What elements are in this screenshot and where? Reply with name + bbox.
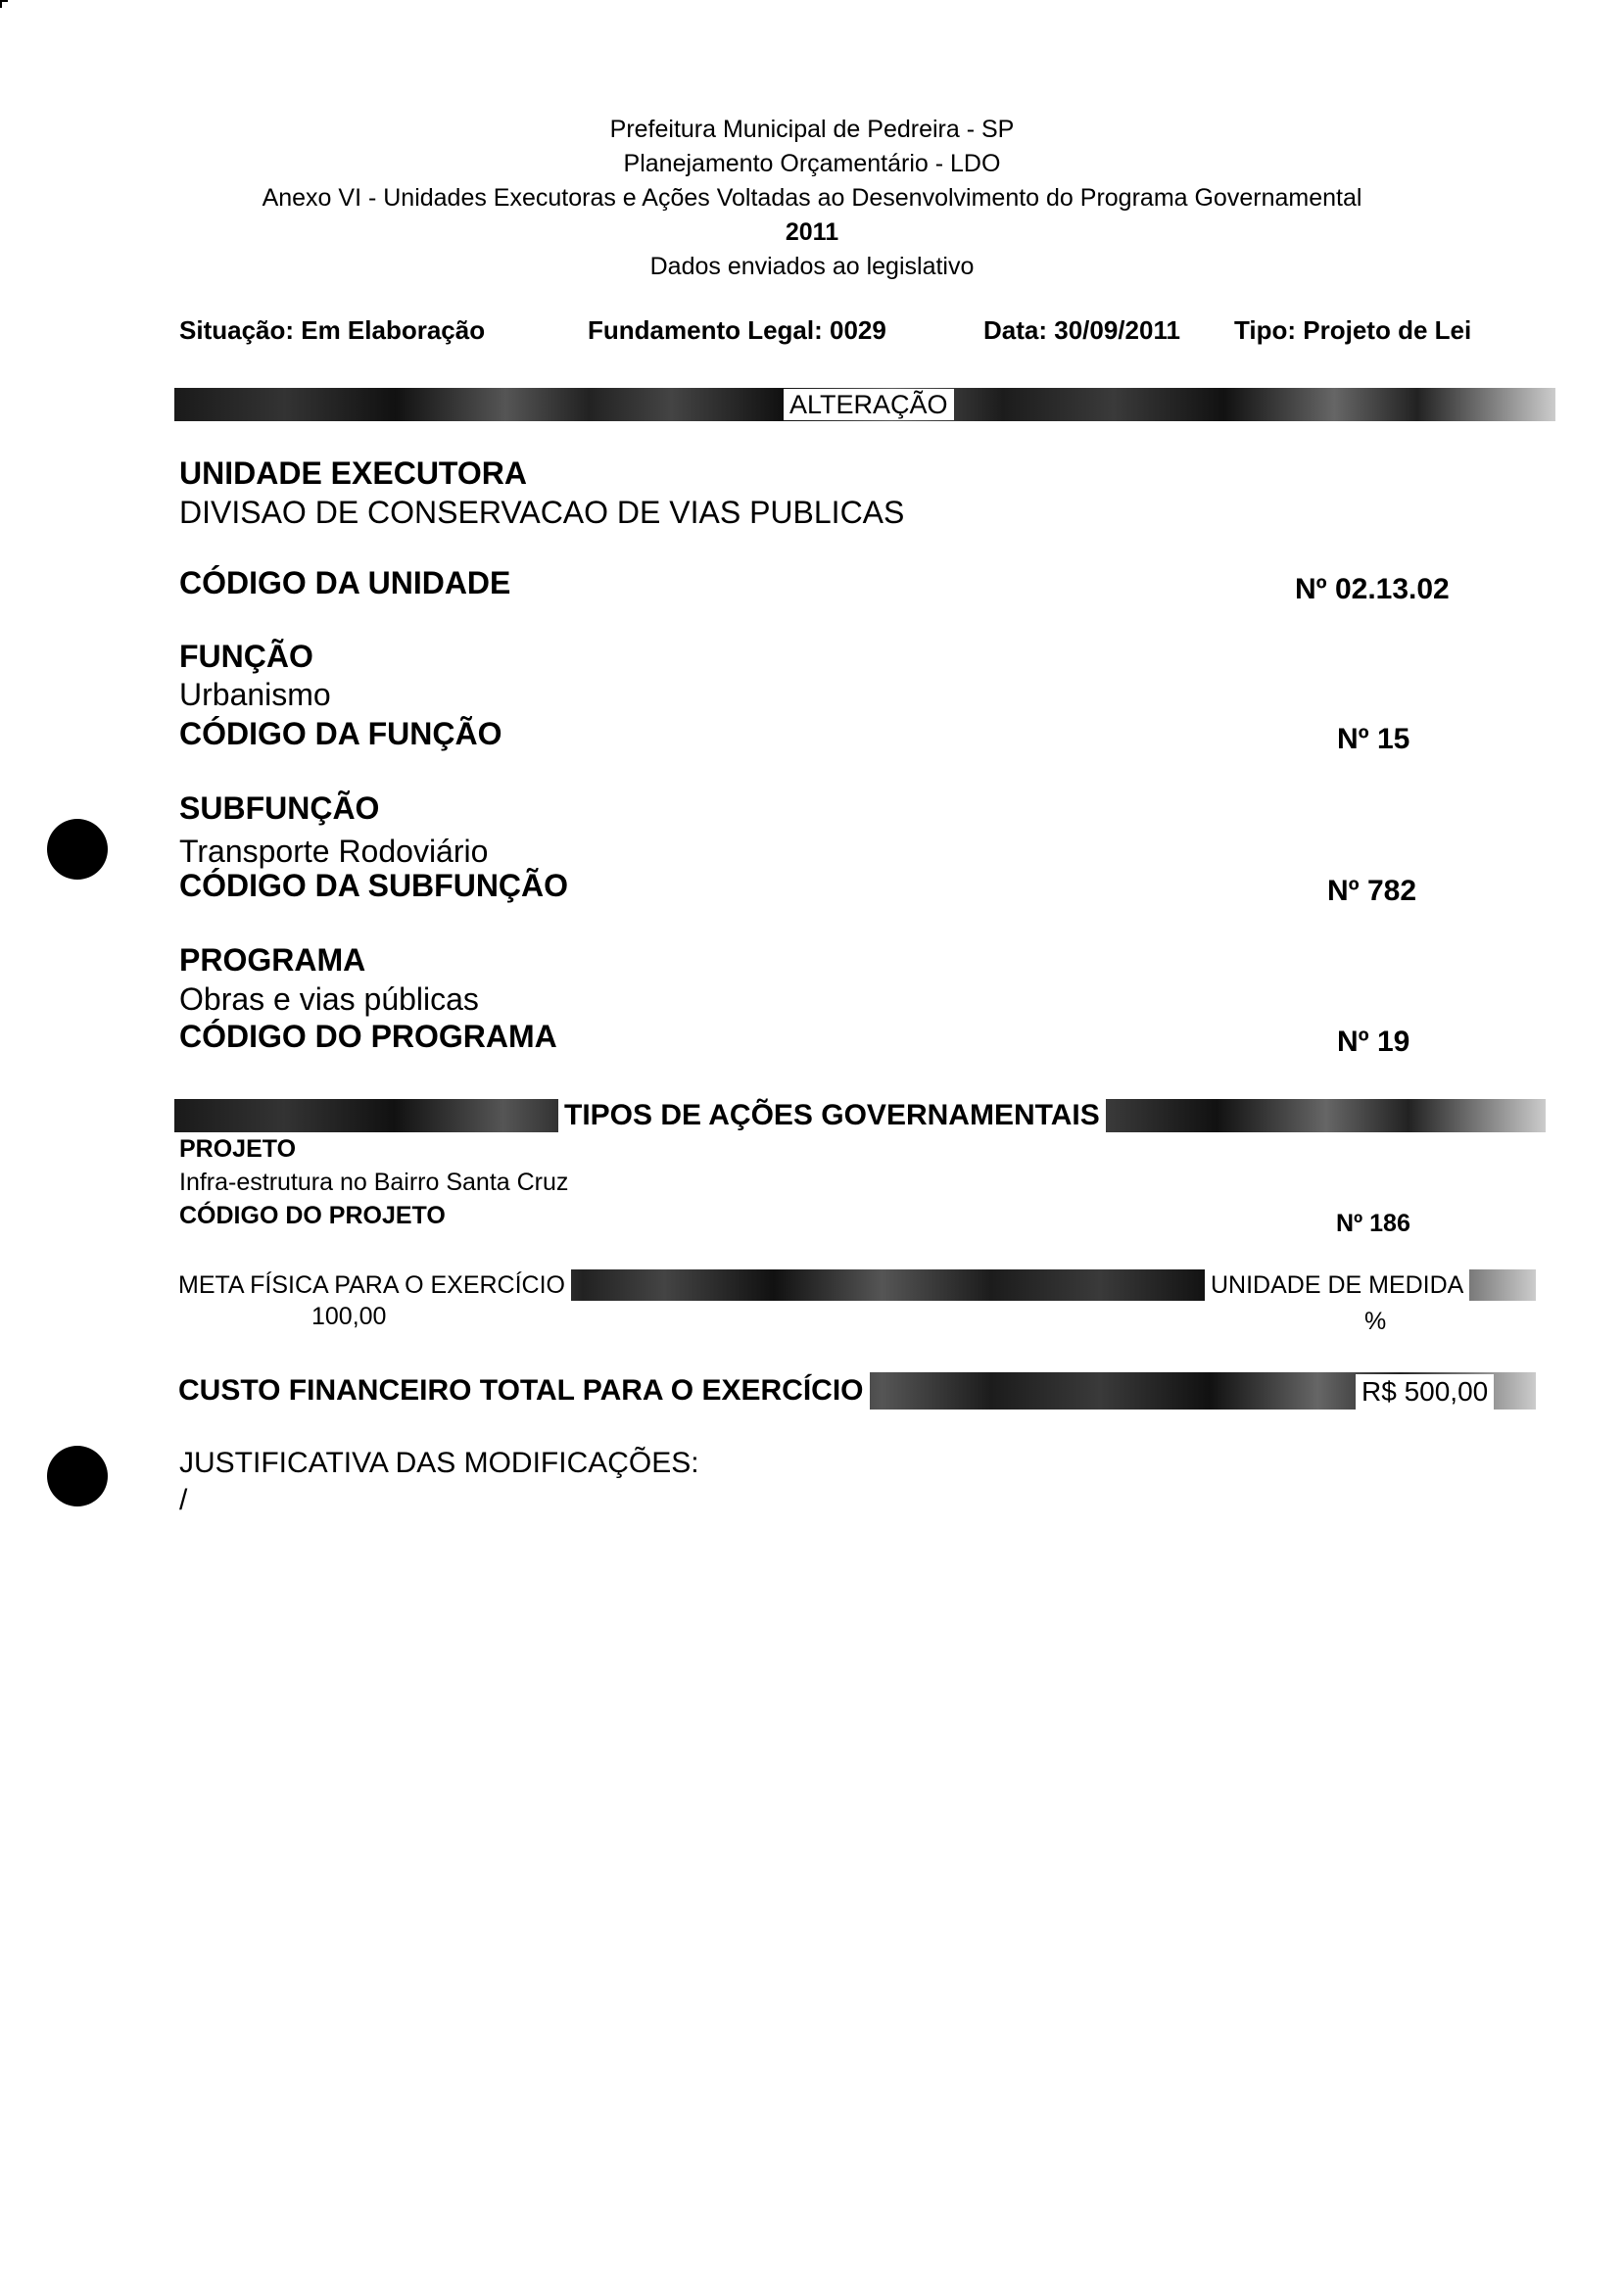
subfuncao-code-label: CÓDIGO DA SUBFUNÇÃO	[179, 868, 569, 903]
unidade-medida-label: UNIDADE DE MEDIDA	[1205, 1269, 1469, 1301]
programa-code-label: CÓDIGO DO PROGRAMA	[179, 1019, 557, 1054]
header-planning: Planejamento Orçamentário - LDO	[623, 150, 1001, 177]
scan-mark-vertical	[0, 0, 2, 8]
justificativa-label: JUSTIFICATIVA DAS MODIFICAÇÕES:	[179, 1447, 699, 1479]
alteracao-label: ALTERAÇÃO	[784, 389, 954, 420]
programa-code: Nº 19	[1337, 1026, 1410, 1058]
header-year: 2011	[785, 218, 839, 246]
punch-hole-bottom	[47, 1446, 108, 1506]
unidade-name: DIVISAO DE CONSERVACAO DE VIAS PUBLICAS	[179, 495, 905, 530]
meta-fisica-label: META FÍSICA PARA O EXERCÍCIO	[172, 1269, 571, 1301]
programa-title: PROGRAMA	[179, 942, 366, 978]
programa-name: Obras e vias públicas	[179, 981, 479, 1017]
custo-label: CUSTO FINANCEIRO TOTAL PARA O EXERCÍCIO	[172, 1372, 870, 1410]
subfuncao-title: SUBFUNÇÃO	[179, 790, 380, 826]
subfuncao-name: Transporte Rodoviário	[179, 834, 489, 869]
justificativa-value: /	[179, 1484, 188, 1516]
meta-tipo: Tipo: Projeto de Lei	[1234, 315, 1472, 345]
unidade-code: Nº 02.13.02	[1295, 573, 1450, 605]
subfuncao-code: Nº 782	[1327, 875, 1417, 907]
unidade-code-label: CÓDIGO DA UNIDADE	[179, 565, 511, 600]
projeto-title: PROJETO	[179, 1135, 297, 1163]
meta-fisica-value: 100,00	[311, 1303, 387, 1330]
meta-situacao: Situação: Em Elaboração	[179, 315, 486, 345]
projeto-code-label: CÓDIGO DO PROJETO	[179, 1202, 446, 1229]
funcao-name: Urbanismo	[179, 677, 331, 712]
header-municipality: Prefeitura Municipal de Pedreira - SP	[609, 116, 1015, 143]
unidade-medida-value: %	[1364, 1308, 1387, 1335]
header-annex: Anexo VI - Unidades Executoras e Ações Voltadas ao Desenvolvimento do Programa Governamental	[262, 184, 1362, 212]
funcao-code: Nº 15	[1337, 723, 1410, 755]
projeto-name: Infra-estrutura no Bairro Santa Cruz	[179, 1169, 569, 1196]
meta-fundamento: Fundamento Legal: 0029	[588, 315, 886, 345]
tipos-label: TIPOS DE AÇÕES GOVERNAMENTAIS	[558, 1098, 1106, 1133]
funcao-code-label: CÓDIGO DA FUNÇÃO	[179, 716, 502, 751]
funcao-title: FUNÇÃO	[179, 639, 313, 674]
unidade-title: UNIDADE EXECUTORA	[179, 455, 527, 491]
custo-value: R$ 500,00	[1356, 1374, 1494, 1410]
projeto-code: Nº 186	[1336, 1210, 1410, 1237]
punch-hole-top	[47, 819, 108, 880]
header-sent: Dados enviados ao legislativo	[649, 253, 975, 280]
meta-data: Data: 30/09/2011	[983, 315, 1180, 345]
